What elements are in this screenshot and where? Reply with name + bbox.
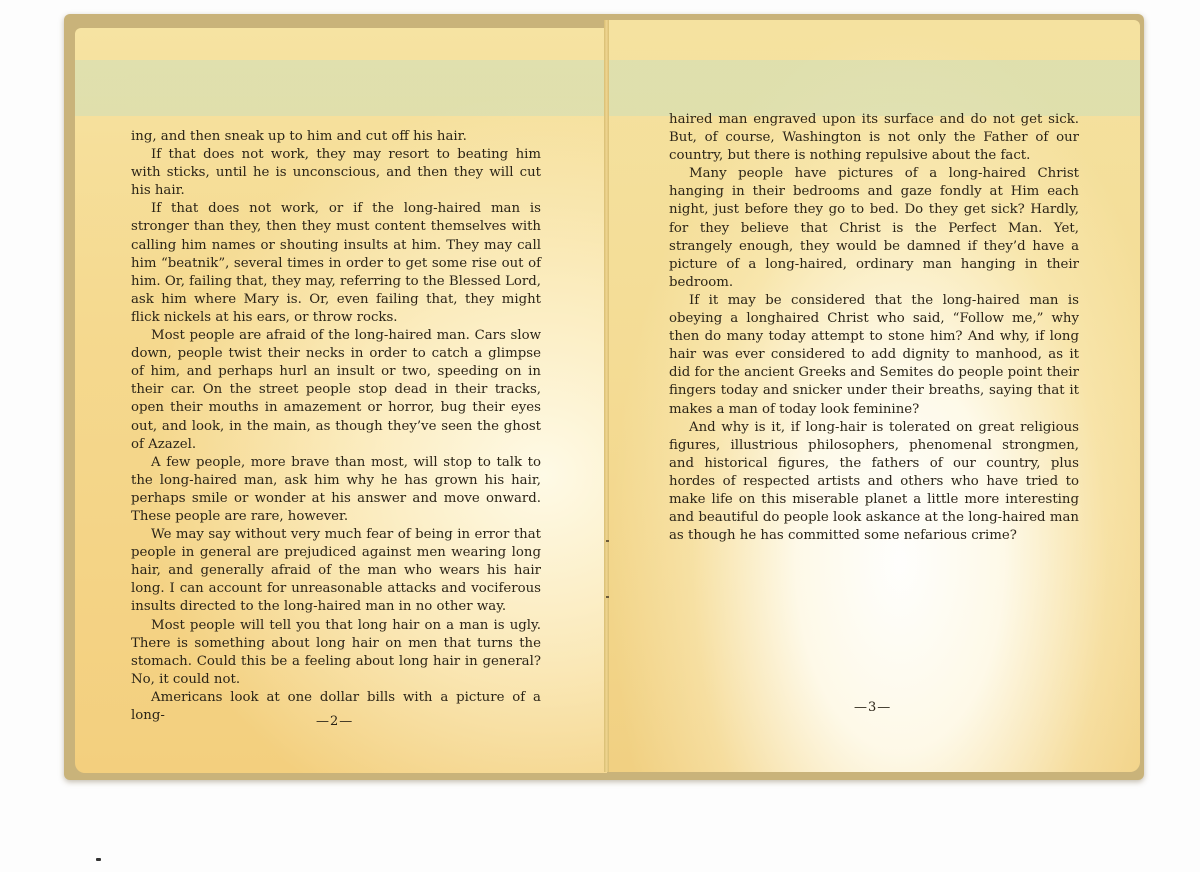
staple-mark bbox=[606, 596, 609, 598]
paragraph: If it may be considered that the long-haired man is obeying a longhaired Christ who said, “Follow me,” why then do many today attempt to stone him? And why, if long hair was ever considered to add dignity to manhood, as it did for the ancient Greeks and Semites do people point their fingers today and snicker under their breaths, saying that it makes a man of today look feminine? bbox=[669, 292, 1079, 417]
paragraph: ing, and then sneak up to him and cut off his hair. bbox=[131, 129, 467, 144]
staple-mark bbox=[606, 540, 609, 542]
page-number: —3— bbox=[854, 700, 892, 715]
paragraph: Most people will tell you that long hair on a man is ugly. There is something about long hair on men that turns the stomach. Could this be a feeling about long hair in general? No, it could not. bbox=[131, 617, 541, 687]
paragraph: haired man engraved upon its surface and do not get sick. But, of course, Washington is not only the Father of our country, but there is nothing repulsive about the fact. bbox=[669, 112, 1079, 164]
paragraph: Many people have pictures of a long-haired Christ hanging in their bedrooms and gaze fondly at Him each night, just before they go to bed. Do they get sick? Hardly, for they believe that Christ is the Perfect Man. Yet, strangely enough, they would be damned if they’d have a picture of a long-haired, ordinary man hanging in their bedroom. bbox=[669, 166, 1079, 290]
binding-gutter bbox=[604, 20, 609, 772]
right-page-body bbox=[669, 111, 1079, 545]
right-page-tint-band bbox=[607, 60, 1140, 116]
page-number: —2— bbox=[316, 714, 354, 729]
right-page bbox=[607, 20, 1140, 772]
paragraph: If that does not work, they may resort to beating him with sticks, until he is unconscious, and then they will cut his hair. bbox=[131, 147, 541, 199]
scan-speck bbox=[96, 858, 101, 861]
paragraph: Americans look at one dollar bills with a picture of a long- bbox=[131, 689, 541, 723]
paragraph: We may say without very much fear of being in error that people in general are prejudiced against men wearing long hair, and generally afraid of the man who wears his hair long. I can account for unreasonable attacks and vociferous insults directed to the long-haired man in no other way. bbox=[131, 527, 541, 615]
left-page-tint-band bbox=[75, 60, 607, 116]
left-page bbox=[75, 28, 607, 773]
paragraph: If that does not work, or if the long-haired man is stronger than they, then they must content themselves with calling him names or shouting insults at him. They may call him “beatnik”, several times in order to get some rise out of him. Or, failing that, they may, referring to the Blessed Lord, ask him where Mary is. Or, even failing that, they might flick nickels at his ears, or throw rocks. bbox=[131, 201, 541, 325]
paragraph: A few people, more brave than most, will stop to talk to the long-haired man, ask him why he has grown his hair, perhaps smile or wonder at his answer and move onward. These people are rare, however. bbox=[131, 454, 541, 524]
left-page-body bbox=[131, 128, 541, 725]
paragraph: And why is it, if long-hair is tolerated on great religious figures, illustrious philosophers, phenomenal strongmen, and historical figures, the fathers of our country, plus hordes of respected artists and others who have tried to make life on this miserable planet a little more interesting and beautiful do people look askance at the long-haired man as though he has committed some nefarious crime? bbox=[669, 419, 1079, 544]
paragraph: Most people are afraid of the long-haired man. Cars slow down, people twist their necks in order to catch a glimpse of him, and perhaps hurl an insult or two, speeding on in their car. On the street people stop dead in their tracks, open their mouths in amazement or horror, bug their eyes out, and look, in the main, as though they’ve seen the ghost of Azazel. bbox=[131, 328, 541, 452]
